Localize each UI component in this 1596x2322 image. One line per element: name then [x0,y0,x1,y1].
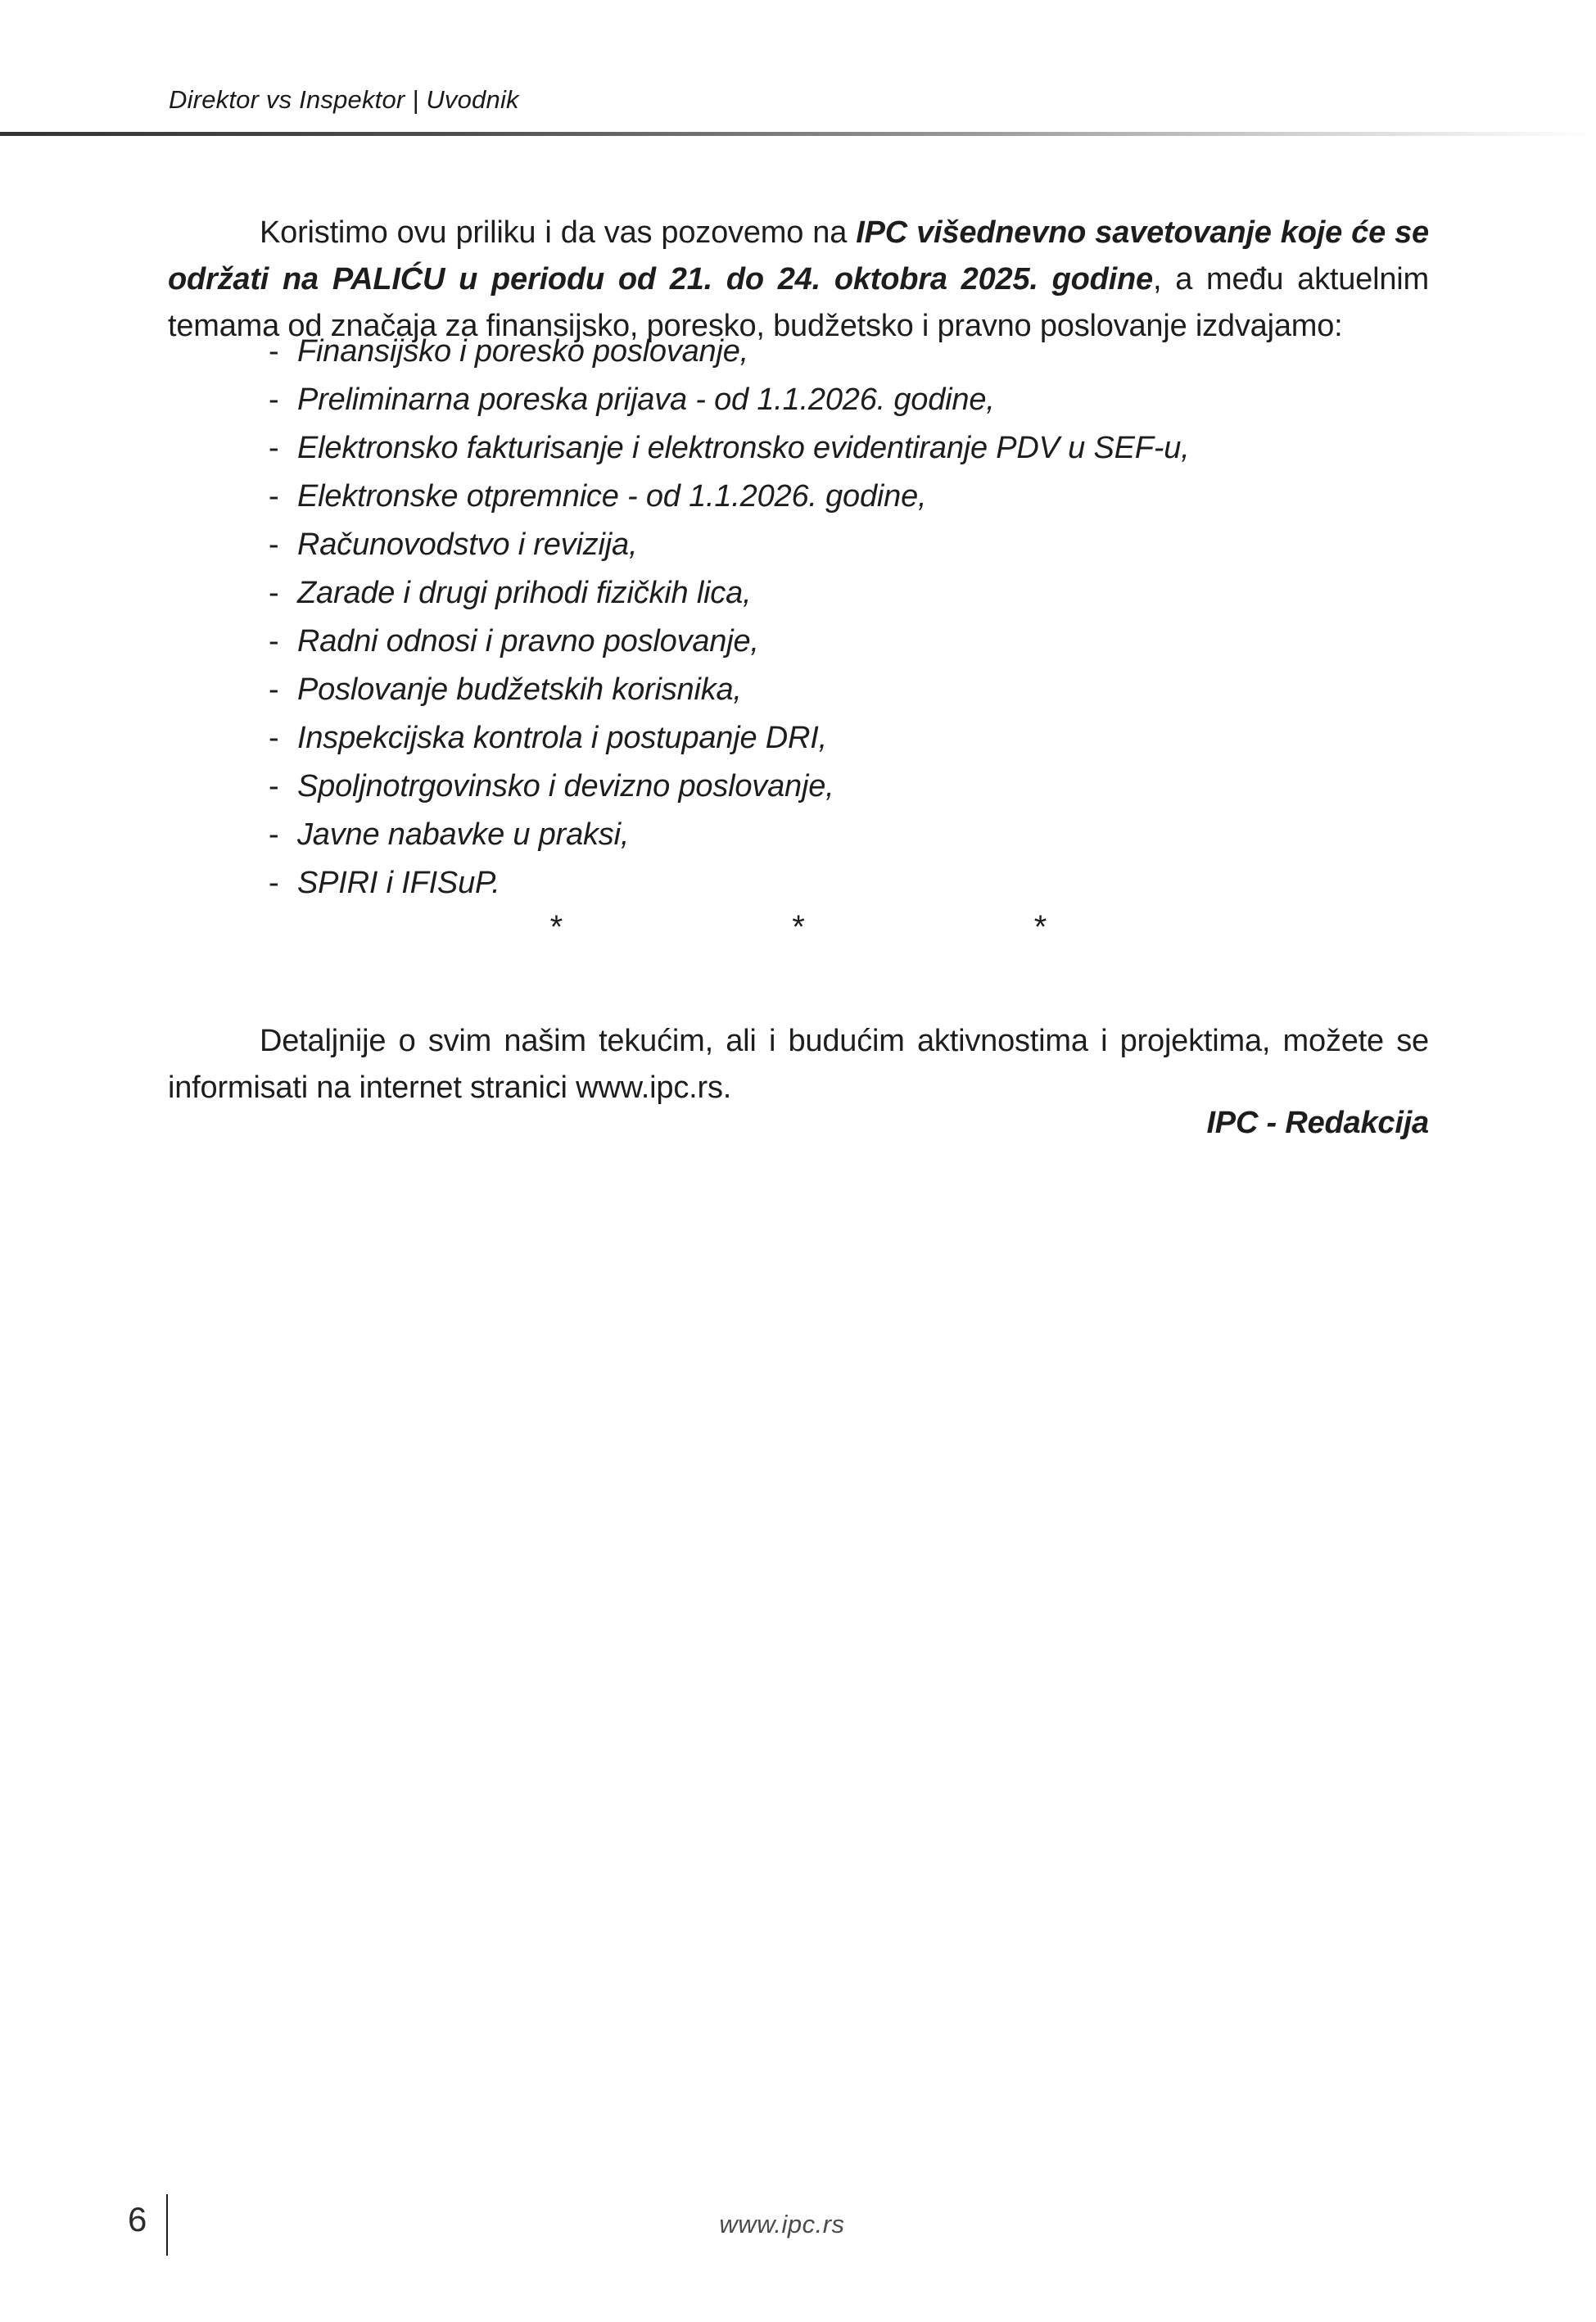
topic-item [269,521,1431,569]
topic-item [269,424,1431,473]
signature: IPC - Redakcija [1206,1106,1429,1140]
topic-item [269,376,1431,424]
asterisk-separator [168,908,1429,947]
topic-label: SPIRI i IFISuP. [297,866,500,900]
dash-marker: - [269,624,279,659]
page-header-title: Direktor vs Inspektor | Uvodnik [169,85,519,114]
intro-text-pre: Koristimo ovu priliku i da vas pozovemo na [260,215,857,250]
dash-marker: - [269,769,279,803]
dash-marker: - [269,479,279,514]
topic-item [269,666,1431,714]
dash-marker: - [269,817,279,852]
topic-label: Finansijsko i poresko poslovanje, [297,334,749,369]
closing-paragraph: Detaljnije o svim našim tekućim, ali i budućim aktivnostima i projektima, možete se informisati na internet stranici www.ipc.rs. [168,1024,1429,1105]
header-rule [0,132,1596,136]
page-number: 6 [128,2200,147,2238]
topic-label: Javne nabavke u praksi, [297,817,630,852]
topic-item [269,714,1431,763]
dash-marker: - [269,721,279,755]
topic-item [269,569,1431,618]
dash-marker: - [269,382,279,417]
dash-marker: - [269,431,279,465]
topic-label: Elektronske otpremnice - od 1.1.2026. godine, [297,479,927,514]
topic-label: Spoljnotrgovinsko i devizno poslovanje, [297,769,834,803]
dash-marker: - [269,866,279,900]
topic-item [269,328,1431,376]
topic-label: Poslovanje budžetskih korisnika, [297,672,742,707]
topic-label: Računovodstvo i revizija, [297,527,638,562]
dash-marker: - [269,576,279,610]
topic-item [269,859,1431,908]
intro-text-emphasis: IPC višednevno savetovanje koje će se održati na PALIĆU u periodu od 21. do 24. oktobra 2025. godine [168,215,1429,296]
dash-marker: - [269,527,279,562]
topic-item [269,811,1431,859]
asterisk: * [792,909,805,945]
topic-label: Elektronsko fakturisanje i elektronsko evidentiranje PDV u SEF-u, [297,431,1190,465]
topic-label: Inspekcijska kontrola i postupanje DRI, [297,721,827,755]
topic-label: Zarade i drugi prihodi fizičkih lica, [297,576,752,610]
asterisk: * [1033,909,1047,945]
asterisk: * [549,909,563,945]
topic-item [269,618,1431,666]
topic-label: Preliminarna poreska prijava - od 1.1.2026. godine, [297,382,995,417]
dash-marker: - [269,334,279,369]
dash-marker: - [269,672,279,707]
topics-list [269,328,1431,908]
topic-item [269,763,1431,811]
topic-item [269,473,1431,521]
intro-text-post: , a među aktuelnim temama od značaja za finansijsko, poresko, budžetsko i pravno poslovanje izdvajamo: [168,262,1429,343]
topic-label: Radni odnosi i pravno poslovanje, [297,624,759,659]
footer-site-url: www.ipc.rs [719,2210,845,2238]
